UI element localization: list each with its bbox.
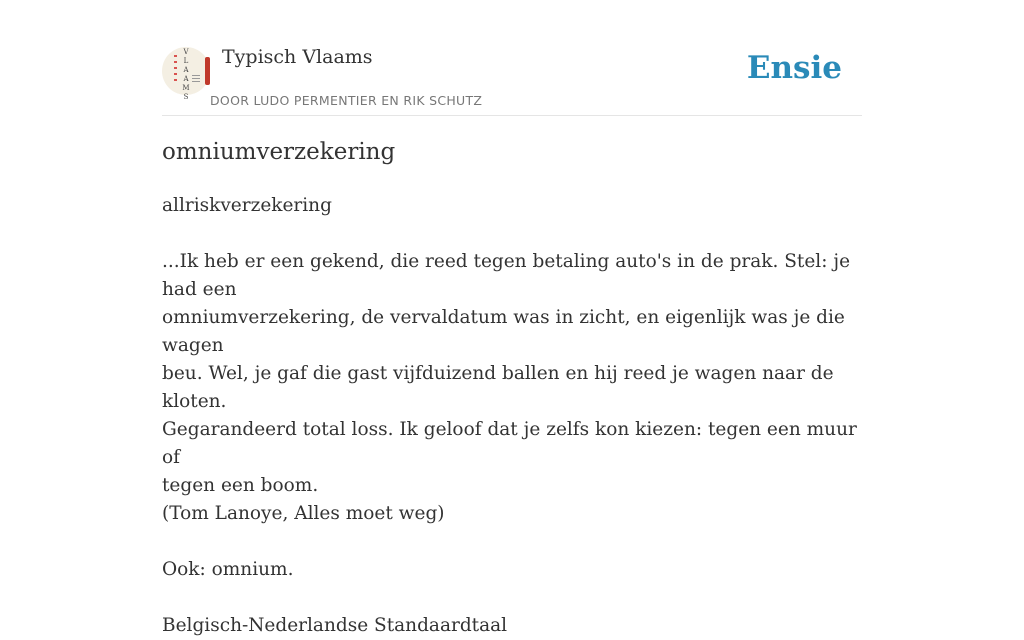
- entry-quote: [162, 248, 862, 500]
- quote-line: tegen een boom.: [162, 475, 319, 496]
- ensie-brand-link[interactable]: Ensie: [746, 50, 842, 86]
- quote-line: Gegarandeerd total loss. Ik geloof dat je zelfs kon kiezen: tegen een muur of: [162, 419, 857, 468]
- spacer: [162, 584, 862, 612]
- entry-also: Ook: omnium.: [162, 559, 294, 580]
- spacer: [162, 528, 862, 556]
- quote-line: beu. Wel, je gaf die gast vijfduizend ballen en hij reed je wagen naar de kloten.: [162, 363, 834, 412]
- quote-line: omniumverzekering, de vervaldatum was in zicht, en eigenlijk was je die wagen: [162, 307, 845, 356]
- entry-synonym: allriskverzekering: [162, 195, 332, 216]
- entry-term: omniumverzekering: [162, 139, 396, 165]
- typisch-vlaams-logo[interactable]: [162, 47, 210, 101]
- logo-lines-decoration: [192, 75, 200, 83]
- logo-red-mark: [205, 57, 210, 85]
- entry-content: [162, 192, 862, 640]
- logo-dots-decoration: [174, 55, 177, 85]
- spacer: [162, 220, 862, 248]
- byline: DOOR LUDO PERMENTIER EN RIK SCHUTZ: [210, 93, 483, 108]
- site-title[interactable]: Typisch Vlaams: [222, 46, 373, 68]
- site-header: [162, 0, 862, 116]
- quote-line: ...Ik heb er een gekend, die reed tegen betaling auto's in de prak. Stel: je had een: [162, 251, 851, 300]
- entry-category: Belgisch-Nederlandse Standaardtaal: [162, 615, 508, 636]
- page-container: [162, 0, 862, 636]
- logo-letters: V L A A M S: [182, 48, 190, 101]
- quote-source: (Tom Lanoye, Alles moet weg): [162, 503, 445, 524]
